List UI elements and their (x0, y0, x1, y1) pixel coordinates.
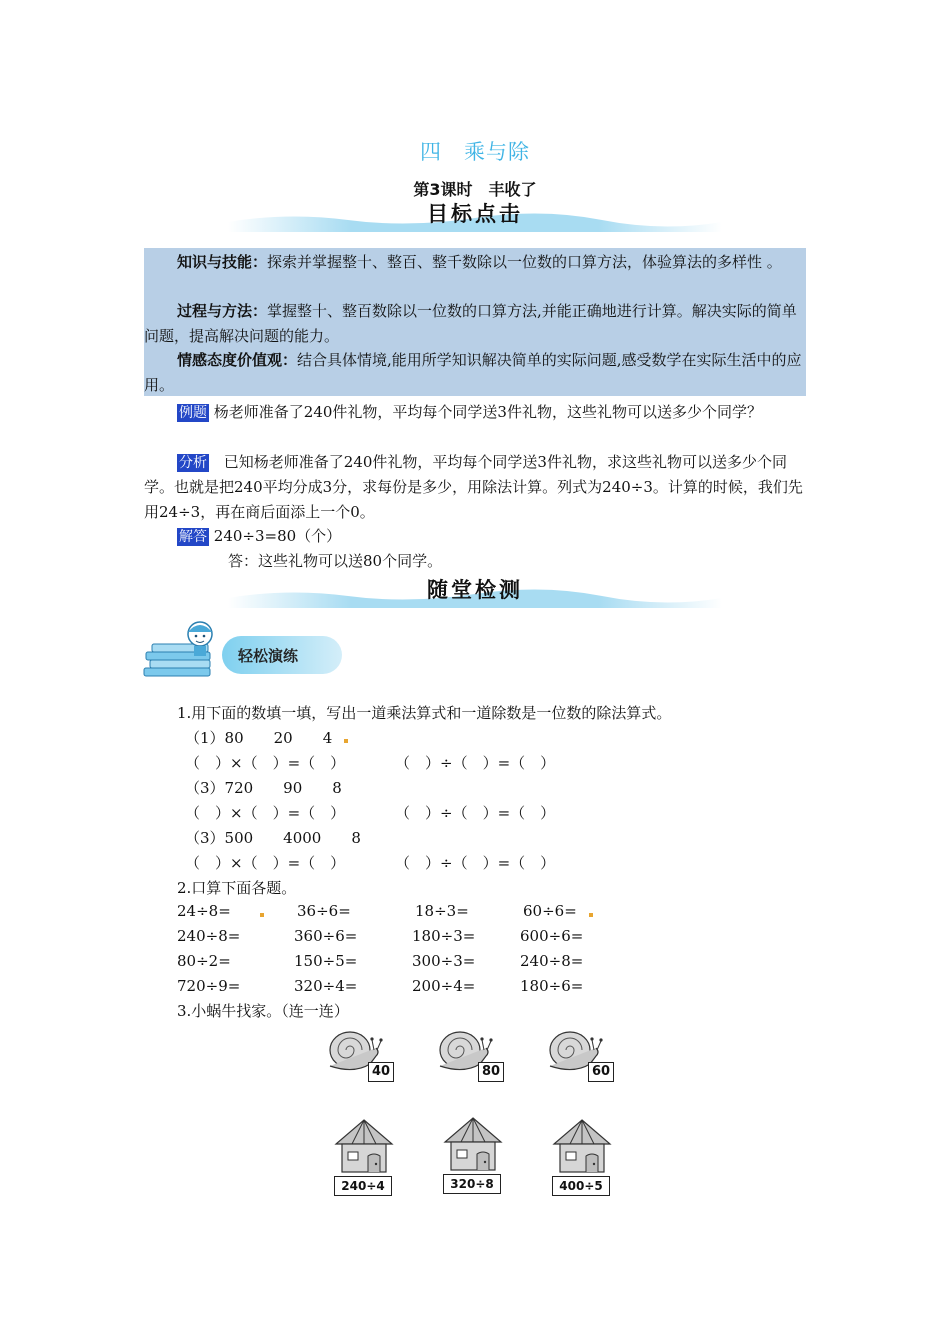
calc-item: 150÷5= (294, 952, 358, 970)
snail-card (326, 1026, 416, 1086)
q1-group1-label: （1）80 20 4 (185, 729, 333, 747)
q1-group1-mul: （ ）×（ ）=（ ） (185, 754, 346, 772)
answer-tag: 解答 (179, 529, 207, 545)
calc-item: 24÷8= (177, 902, 231, 920)
calc-item: 180÷3= (412, 927, 476, 945)
check-banner-text: 随堂检测 (427, 578, 523, 602)
q1-group1-div: （ ）÷（ ）=（ ） (395, 754, 556, 772)
goal-process-text: 掌握整十、整百数除以一位数的口算方法,并能正确地进行计算。解决实际的简单问题，提高解决问题的能力。 (144, 302, 797, 345)
books-girl-icon (142, 618, 232, 680)
q1-prompt: 1.用下面的数填一填，写出一道乘法算式和一道除数是一位数的除法算式。 (177, 704, 672, 722)
calc-item: 240÷8= (520, 952, 584, 970)
calc-item: 60÷6= (523, 902, 577, 920)
goals-banner (228, 198, 722, 232)
snail-number: 40 (368, 1062, 394, 1082)
lesson-title: 第3课时 丰收了 (413, 180, 537, 199)
house-expression: 320÷8 (443, 1174, 501, 1194)
calc-item: 80÷2= (177, 952, 231, 970)
calc-item: 720÷9= (177, 977, 241, 995)
analysis-tag: 分析 (179, 455, 207, 471)
house-card (441, 1116, 505, 1196)
exercise-pill (222, 636, 342, 674)
q1-group2-div: （ ）÷（ ）=（ ） (395, 804, 556, 822)
calc-item: 200÷4= (412, 977, 476, 995)
house-icon (550, 1118, 614, 1176)
house-expression: 400÷5 (552, 1176, 610, 1196)
exercise-title: 轻松演练 (238, 647, 299, 665)
calc-item: 180÷6= (520, 977, 584, 995)
answer-text: 答：这些礼物可以送80个同学。 (228, 552, 443, 570)
example-text: 杨老师准备了240件礼物，平均每个同学送3件礼物，这些礼物可以送多少个同学？ (213, 403, 762, 421)
q2-prompt: 2.口算下面各题。 (177, 879, 297, 897)
calc-item: 18÷3= (415, 902, 469, 920)
analysis-block (144, 450, 806, 525)
answer-calc: 240÷3=80（个） (213, 527, 342, 545)
dot-mark (260, 913, 264, 917)
house-card (332, 1118, 396, 1198)
answer-block (144, 524, 806, 549)
goals-box (144, 248, 806, 396)
dot-mark (589, 913, 593, 917)
goal-emotion-text: 结合具体情境,能用所学知识解决简单的实际问题,感受数学在实际生活中的应用。 (144, 351, 802, 394)
goal-emotion-label: 情感态度价值观： (177, 351, 298, 369)
q1-group2-mul: （ ）×（ ）=（ ） (185, 804, 346, 822)
analysis-text: 已知杨老师准备了240件礼物，平均每个同学送3件礼物，求这些礼物可以送多少个同学。也就是把240平均分成3分，求每份是多少，用除法计算。列式为240÷3。计算的时候，我们先用24÷3，再在商后面添上一个0。 (144, 453, 803, 521)
calc-item: 320÷4= (294, 977, 358, 995)
snail-number: 80 (478, 1062, 504, 1082)
dot-mark (344, 739, 348, 743)
goal-knowledge-text: 探索并掌握整十、整百、整千数除以一位数的口算方法，体验算法的多样性 。 (267, 253, 782, 271)
q1-group3-div: （ ）÷（ ）=（ ） (395, 854, 556, 872)
goal-knowledge-label: 知识与技能： (177, 253, 268, 271)
house-card (550, 1118, 614, 1198)
house-expression: 240÷4 (334, 1176, 392, 1196)
calc-item: 300÷3= (412, 952, 476, 970)
example-tag: 例题 (179, 405, 207, 421)
calc-item: 36÷6= (297, 902, 351, 920)
house-icon (441, 1116, 505, 1174)
calc-item: 240÷8= (177, 927, 241, 945)
q1-group3-label: （3）500 4000 8 (185, 829, 361, 847)
goal-process-label: 过程与方法： (177, 302, 268, 320)
goal-process (144, 299, 806, 349)
snail-card (436, 1026, 526, 1086)
q3-prompt: 3.小蜗牛找家。（连一连） (177, 1002, 349, 1020)
snail-card (546, 1026, 636, 1086)
check-banner (228, 574, 722, 608)
house-icon (332, 1118, 396, 1176)
calc-item: 600÷6= (520, 927, 584, 945)
q1-group2-label: （3）720 90 8 (185, 779, 342, 797)
snail-number: 60 (588, 1062, 614, 1082)
example-block (144, 400, 806, 425)
goal-emotion (144, 348, 806, 398)
calc-item: 360÷6= (294, 927, 358, 945)
q1-group3-mul: （ ）×（ ）=（ ） (185, 854, 346, 872)
goals-banner-text: 目标点击 (427, 202, 523, 226)
goal-knowledge (144, 250, 806, 275)
chapter-title: 四 乘与除 (420, 140, 530, 164)
